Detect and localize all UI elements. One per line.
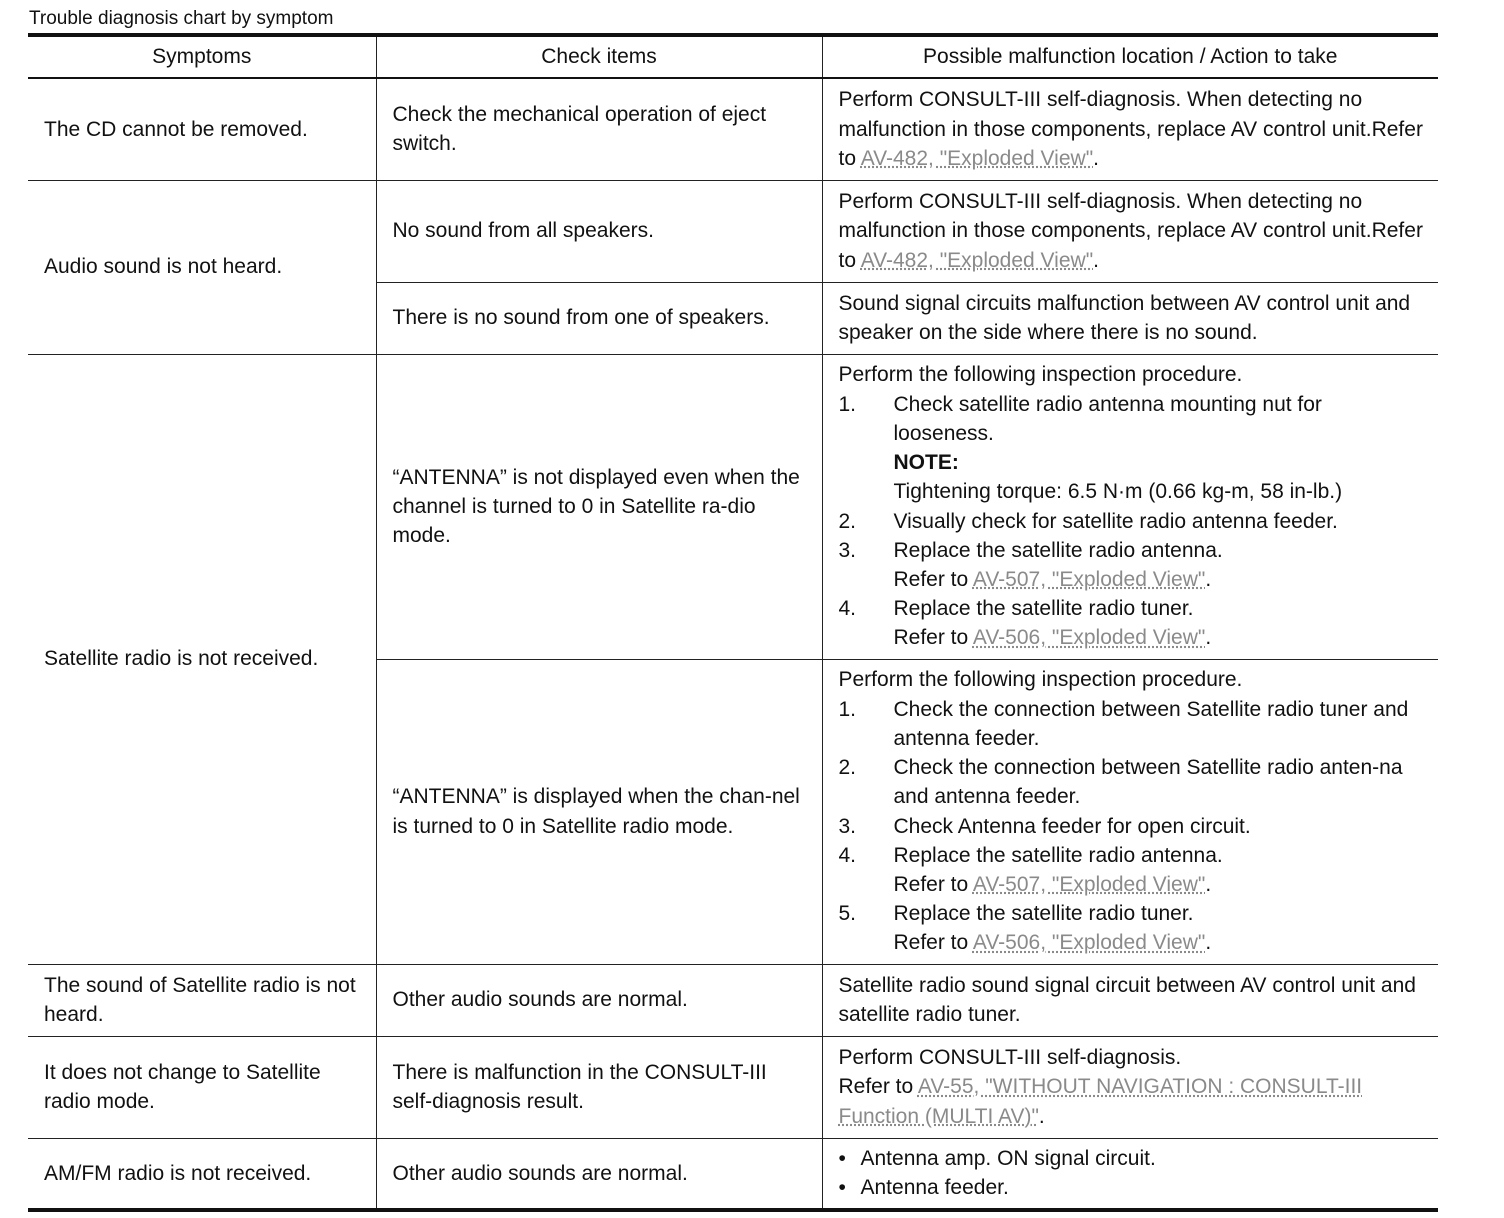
link-end: . bbox=[1038, 1104, 1045, 1128]
procedure-steps bbox=[839, 390, 1429, 653]
step-text: Check the connection between Satellite radio tuner and antenna feeder. bbox=[893, 697, 1409, 750]
trouble-diagnosis-table bbox=[28, 33, 1438, 1212]
procedure-intro: Perform the following inspection procedure. bbox=[838, 363, 1243, 387]
list-item bbox=[839, 812, 1429, 841]
symptom-cell: AM/FM radio is not received. bbox=[28, 1138, 376, 1210]
check-cell: “ANTENNA” is displayed when the chan-nel is turned to 0 in Satellite radio mode. bbox=[376, 659, 822, 964]
exploded-view-link[interactable]: AV-506, "Exploded View" bbox=[972, 931, 1206, 955]
step-text: Check the connection between Satellite radio anten-na and antenna feeder. bbox=[893, 756, 1403, 809]
table-row bbox=[28, 78, 1438, 180]
list-item bbox=[839, 507, 1429, 536]
exploded-view-link[interactable]: AV-482, "Exploded View" bbox=[860, 248, 1094, 272]
list-item bbox=[839, 841, 1429, 899]
list-item bbox=[839, 899, 1429, 957]
step-body bbox=[894, 390, 1429, 507]
step-text: Replace the satellite radio tuner. bbox=[893, 902, 1194, 926]
list-item bbox=[839, 1173, 1429, 1202]
exploded-view-link[interactable]: AV-506, "Exploded View" bbox=[972, 626, 1206, 650]
step-number: 4. bbox=[838, 843, 857, 867]
check-cell: Other audio sounds are normal. bbox=[376, 964, 822, 1036]
action-bullets bbox=[839, 1144, 1429, 1202]
bullet-text: Antenna amp. ON signal circuit. bbox=[860, 1147, 1156, 1171]
chart-caption: Trouble diagnosis chart by symptom bbox=[29, 8, 334, 29]
list-item bbox=[839, 390, 1429, 507]
bullet-icon: • bbox=[838, 1147, 846, 1171]
symptom-cell: Satellite radio is not received. bbox=[28, 354, 376, 964]
procedure-steps bbox=[839, 695, 1429, 958]
link-end: . bbox=[1205, 567, 1212, 591]
symptom-cell: The sound of Satellite radio is not heard. bbox=[28, 964, 376, 1036]
action-cell bbox=[822, 78, 1438, 180]
step-body bbox=[894, 899, 1429, 957]
header-symptoms: Symptoms bbox=[28, 35, 376, 78]
exploded-view-link[interactable]: AV-482, "Exploded View" bbox=[860, 146, 1094, 170]
refer-text: Refer to bbox=[893, 567, 973, 591]
step-text: Replace the satellite radio antenna. bbox=[893, 843, 1223, 867]
table-row bbox=[28, 1036, 1438, 1138]
table-row bbox=[28, 180, 1438, 282]
step-body bbox=[894, 536, 1429, 594]
step-number: 3. bbox=[838, 814, 857, 838]
step-number: 2. bbox=[838, 756, 857, 780]
note-label: NOTE: bbox=[893, 451, 959, 475]
action-cell bbox=[822, 354, 1438, 659]
refer-text: Refer to bbox=[893, 626, 973, 650]
action-cell bbox=[822, 1138, 1438, 1210]
step-number: 4. bbox=[838, 597, 857, 621]
action-end: . bbox=[1093, 248, 1099, 272]
step-text: Check satellite radio antenna mounting nut for looseness. bbox=[893, 392, 1322, 445]
check-cell: “ANTENNA” is not displayed even when the channel is turned to 0 in Satellite ra-dio mode. bbox=[376, 354, 822, 659]
table-row bbox=[28, 1138, 1438, 1210]
note-text: Tightening torque: 6.5 N·m (0.66 kg-m, 58 in-lb.) bbox=[893, 480, 1343, 504]
link-end: . bbox=[1205, 626, 1212, 650]
check-cell: There is malfunction in the CONSULT-III self-diagnosis result. bbox=[376, 1036, 822, 1138]
step-body bbox=[894, 841, 1429, 899]
header-check-items: Check items bbox=[376, 35, 822, 78]
check-cell: Check the mechanical operation of eject switch. bbox=[376, 78, 822, 180]
action-text: Perform CONSULT-III self-diagnosis. bbox=[838, 1046, 1182, 1070]
list-item bbox=[839, 753, 1429, 811]
step-number: 1. bbox=[838, 392, 857, 416]
action-text: Perform CONSULT-III self-diagnosis. When detecting no malfunction in those components, replace AV control unit.Refer to bbox=[838, 190, 1423, 272]
refer-text: Refer to bbox=[893, 931, 973, 955]
refer-text: Refer to bbox=[893, 872, 973, 896]
list-item bbox=[839, 536, 1429, 594]
step-text: Replace the satellite radio tuner. bbox=[893, 597, 1194, 621]
refer-text: Refer to bbox=[838, 1075, 918, 1099]
header-row bbox=[28, 35, 1438, 78]
bullet-icon: • bbox=[838, 1176, 846, 1200]
bullet-text: Antenna feeder. bbox=[860, 1176, 1009, 1200]
exploded-view-link[interactable]: AV-507, "Exploded View" bbox=[972, 567, 1206, 591]
action-cell: Satellite radio sound signal circuit between AV control unit and satellite radio tuner. bbox=[822, 964, 1438, 1036]
step-text: Replace the satellite radio antenna. bbox=[893, 538, 1223, 562]
step-number: 5. bbox=[838, 902, 857, 926]
step-number: 1. bbox=[838, 697, 857, 721]
action-cell bbox=[822, 659, 1438, 964]
check-cell: There is no sound from one of speakers. bbox=[376, 282, 822, 354]
procedure-intro: Perform the following inspection procedure. bbox=[838, 668, 1243, 692]
table-row bbox=[28, 354, 1438, 659]
action-cell bbox=[822, 1036, 1438, 1138]
list-item bbox=[839, 594, 1429, 652]
table-row bbox=[28, 964, 1438, 1036]
check-cell: Other audio sounds are normal. bbox=[376, 1138, 822, 1210]
check-cell: No sound from all speakers. bbox=[376, 180, 822, 282]
list-item bbox=[839, 695, 1429, 753]
symptom-cell: Audio sound is not heard. bbox=[28, 180, 376, 354]
action-cell bbox=[822, 180, 1438, 282]
action-text: Perform CONSULT-III self-diagnosis. When detecting no malfunction in those components, replace AV control unit.Refer to bbox=[838, 88, 1423, 170]
link-end: . bbox=[1205, 931, 1212, 955]
symptom-cell: The CD cannot be removed. bbox=[28, 78, 376, 180]
step-number: 3. bbox=[838, 538, 857, 562]
symptom-cell: It does not change to Satellite radio mode. bbox=[28, 1036, 376, 1138]
step-text: Check Antenna feeder for open circuit. bbox=[893, 814, 1251, 838]
exploded-view-link[interactable]: AV-507, "Exploded View" bbox=[972, 872, 1206, 896]
step-text: Visually check for satellite radio antenna feeder. bbox=[893, 509, 1338, 533]
header-action: Possible malfunction location / Action to take bbox=[822, 35, 1438, 78]
step-body bbox=[894, 594, 1429, 652]
list-item bbox=[839, 1144, 1429, 1173]
step-number: 2. bbox=[838, 509, 857, 533]
consult-function-link[interactable]: AV-55, "WITHOUT NAVIGATION : CONSULT-III Function (MULTI AV)" bbox=[838, 1075, 1363, 1128]
action-end: . bbox=[1093, 146, 1099, 170]
action-cell: Sound signal circuits malfunction between AV control unit and speaker on the side where there is no sound. bbox=[822, 282, 1438, 354]
link-end: . bbox=[1205, 872, 1212, 896]
